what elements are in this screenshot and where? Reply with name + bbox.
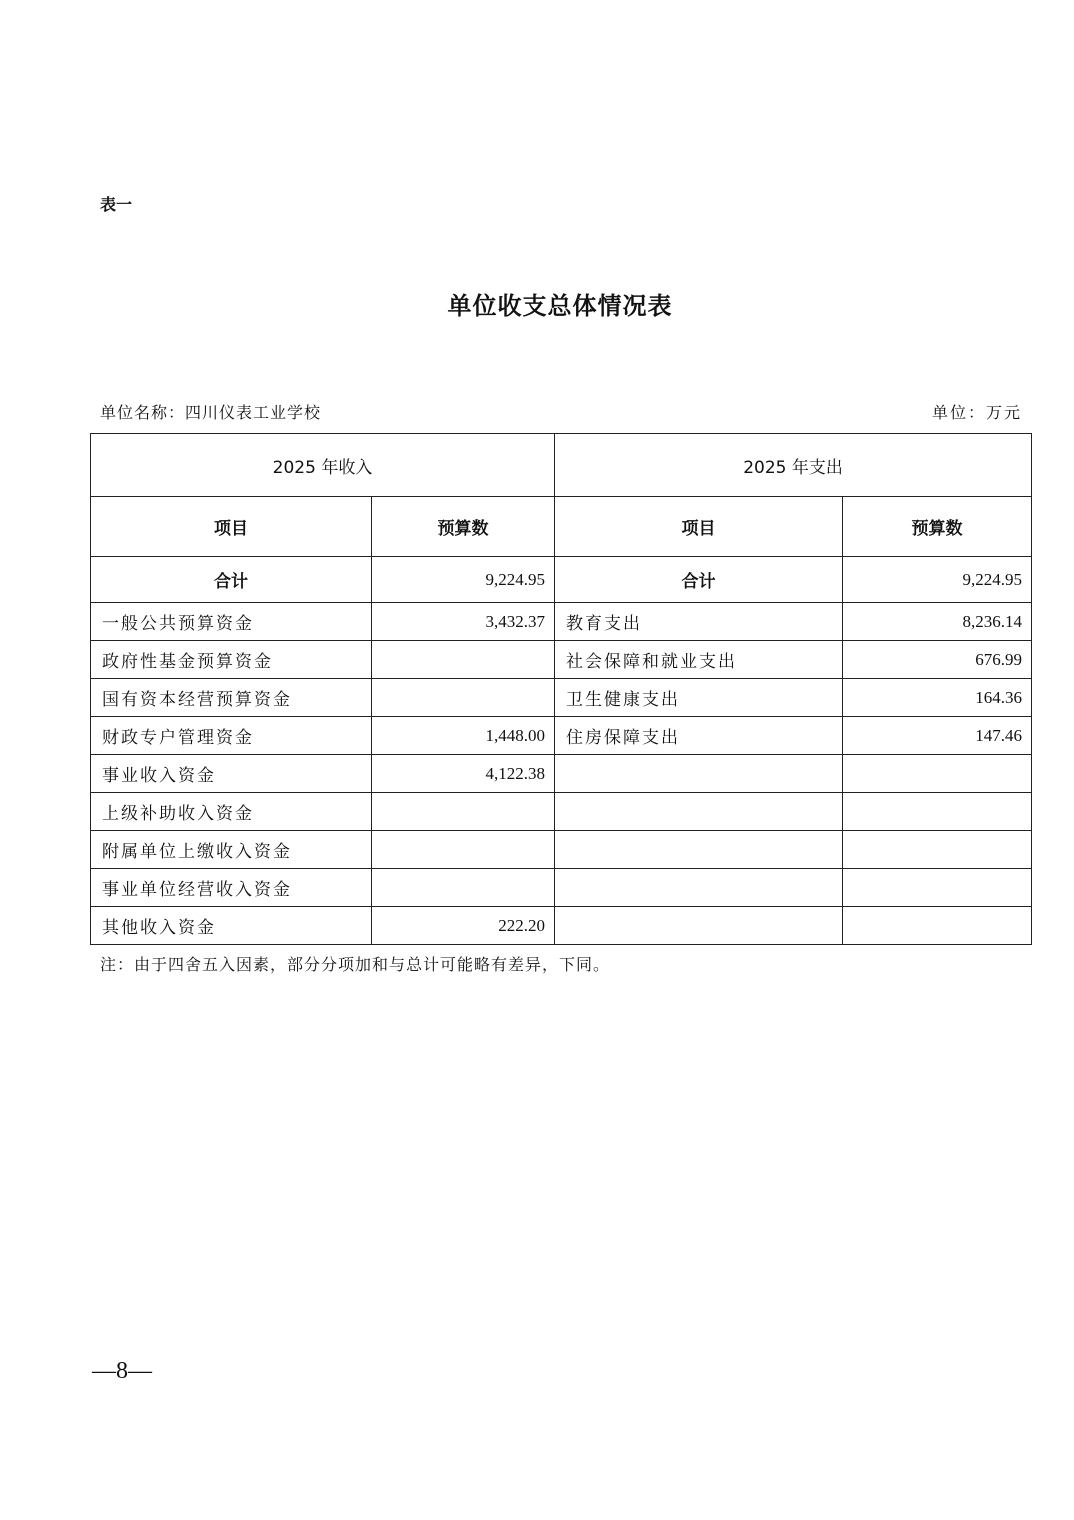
expense-item: 社会保障和就业支出 — [555, 641, 843, 679]
expense-value: 676.99 — [843, 641, 1032, 679]
expense-item — [555, 831, 843, 869]
expense-value — [843, 907, 1032, 945]
income-item: 国有资本经营预算资金 — [91, 679, 372, 717]
total-row — [91, 557, 1032, 603]
income-item: 一般公共预算资金 — [91, 603, 372, 641]
table-row — [91, 793, 1032, 831]
table-row — [91, 641, 1032, 679]
unit-of-measure: 单位：万元 — [931, 403, 1022, 422]
income-value: 4,122.38 — [372, 755, 555, 793]
expense-item: 卫生健康支出 — [555, 679, 843, 717]
expense-total-label: 合计 — [555, 557, 843, 603]
expense-item: 住房保障支出 — [555, 717, 843, 755]
column-header-row — [91, 497, 1032, 557]
expense-item-header: 项目 — [555, 497, 843, 557]
unit-name: 单位名称：四川仪表工业学校 — [100, 403, 322, 422]
page-number: —8— — [92, 1358, 152, 1384]
expense-value: 147.46 — [843, 717, 1032, 755]
income-item: 附属单位上缴收入资金 — [91, 831, 372, 869]
income-value: 1,448.00 — [372, 717, 555, 755]
income-total-label: 合计 — [91, 557, 372, 603]
table-row — [91, 679, 1032, 717]
expense-amount-header: 预算数 — [843, 497, 1032, 557]
income-item: 财政专户管理资金 — [91, 717, 372, 755]
expense-value — [843, 831, 1032, 869]
expense-item — [555, 793, 843, 831]
expense-header: 2025 年支出 — [555, 434, 1032, 497]
expense-total-value: 9,224.95 — [843, 557, 1032, 603]
expense-value: 164.36 — [843, 679, 1032, 717]
expense-item: 教育支出 — [555, 603, 843, 641]
table-row — [91, 755, 1032, 793]
expense-item — [555, 755, 843, 793]
income-item: 上级补助收入资金 — [91, 793, 372, 831]
footnote: 注：由于四舍五入因素，部分分项加和与总计可能略有差异，下同。 — [100, 955, 611, 974]
expense-value — [843, 755, 1032, 793]
table-row — [91, 869, 1032, 907]
income-value — [372, 793, 555, 831]
table-row — [91, 717, 1032, 755]
income-item: 事业单位经营收入资金 — [91, 869, 372, 907]
income-value: 3,432.37 — [372, 603, 555, 641]
table-row — [91, 831, 1032, 869]
income-header: 2025 年收入 — [91, 434, 555, 497]
income-value — [372, 869, 555, 907]
income-item: 政府性基金预算资金 — [91, 641, 372, 679]
table-row — [91, 907, 1032, 945]
income-value — [372, 641, 555, 679]
table-header-row — [91, 434, 1032, 497]
income-item: 事业收入资金 — [91, 755, 372, 793]
expense-value — [843, 869, 1032, 907]
income-item-header: 项目 — [91, 497, 372, 557]
income-value — [372, 679, 555, 717]
expense-value: 8,236.14 — [843, 603, 1032, 641]
expense-item — [555, 869, 843, 907]
document-title: 单位收支总体情况表 — [447, 291, 673, 320]
income-item: 其他收入资金 — [91, 907, 372, 945]
income-value: 222.20 — [372, 907, 555, 945]
budget-table — [90, 433, 1032, 945]
expense-value — [843, 793, 1032, 831]
expense-item — [555, 907, 843, 945]
table-row — [91, 603, 1032, 641]
income-value — [372, 831, 555, 869]
table-label: 表一 — [100, 195, 133, 214]
income-total-value: 9,224.95 — [372, 557, 555, 603]
income-amount-header: 预算数 — [372, 497, 555, 557]
